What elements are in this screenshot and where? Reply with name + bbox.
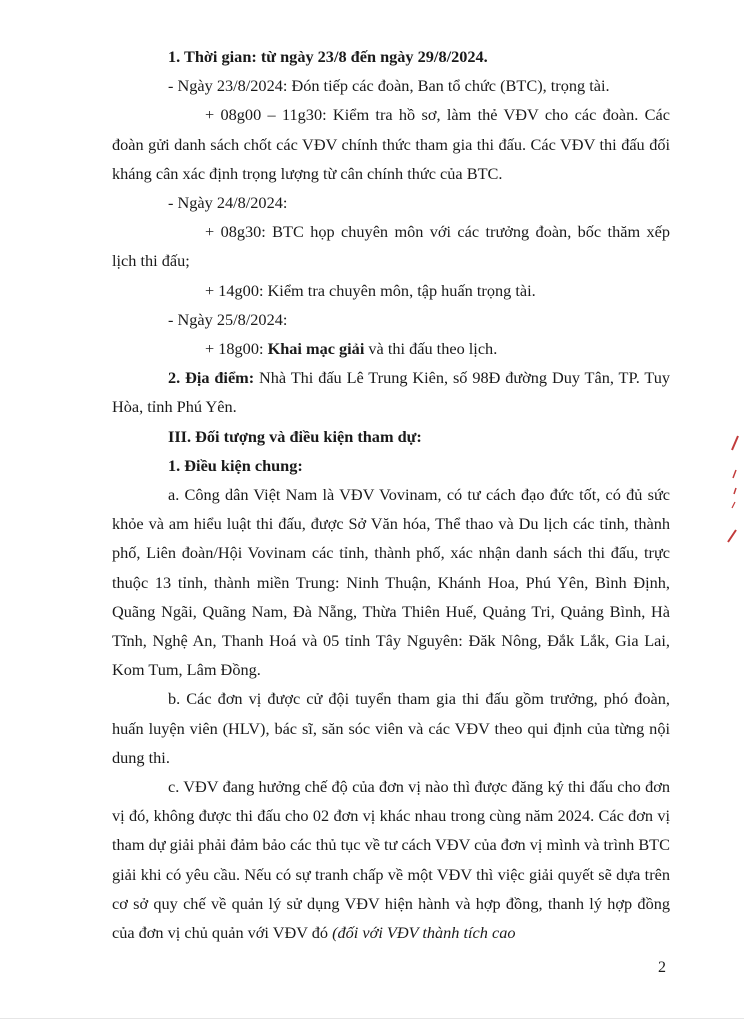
condition-b: b. Các đơn vị được cử đội tuyển tham gia thi đấu gồm trưởng, phó đoàn, huấn luyện viên (HLV), bác sĩ, săn sóc viên và các VĐV theo qui định của từng nội dung thi. xyxy=(112,689,670,767)
schedule-day-2-item-2: + 14g00: Kiểm tra chuyên môn, tập huấn trọng tài. xyxy=(205,280,536,300)
opening-ceremony-label: Khai mạc giải xyxy=(267,339,365,359)
schedule-day-1-item: + 08g00 – 11g30: Kiểm tra hồ sơ, làm thẻ VĐV cho các đoàn. Các đoàn gửi danh sách chốt các VĐV chính thức tham gia thi đấu. Các VĐV thi đấu đối kháng cân xác định trọng lượng từ cân chính thức của BTC. xyxy=(112,105,670,183)
bottom-rule xyxy=(0,1018,744,1019)
location-paragraph xyxy=(112,363,670,421)
general-conditions-heading: 1. Điều kiện chung: xyxy=(168,455,303,475)
section-3-heading: III. Đối tượng và điều kiện tham dự: xyxy=(168,426,422,446)
page-number: 2 xyxy=(658,959,666,976)
location-text: Nhà Thi đấu Lê Trung Kiên, số 98Đ đường Duy Tân, TP. Tuy Hòa, tỉnh Phú Yên. xyxy=(112,368,670,417)
day-3-item-prefix: + 18g00: xyxy=(205,339,268,359)
schedule-day-3-item xyxy=(112,334,670,363)
condition-c xyxy=(112,772,670,947)
margin-stamp-mark xyxy=(712,430,742,550)
schedule-day-2-item-1: + 08g30: BTC họp chuyên môn với các trưởng đoàn, bốc thăm xếp lịch thi đấu; xyxy=(112,222,670,271)
schedule-day-1: - Ngày 23/8/2024: Đón tiếp các đoàn, Ban tổ chức (BTC), trọng tài. xyxy=(168,76,610,96)
location-label: 2. Địa điểm: xyxy=(168,368,255,388)
schedule-day-3: - Ngày 25/8/2024: xyxy=(168,309,288,329)
day-3-item-suffix: và thi đấu theo lịch. xyxy=(364,339,498,359)
schedule-day-2: - Ngày 24/8/2024: xyxy=(168,193,288,213)
time-heading: 1. Thời gian: từ ngày 23/8 đến ngày 29/8/2024. xyxy=(168,47,488,66)
condition-c-text: c. VĐV đang hưởng chế độ của đơn vị nào thì được đăng ký thi đấu cho đơn vị đó, không được thi đấu cho 02 đơn vị khác nhau trong cùng năm 2024. Các đơn vị tham dự giải phải đảm bảo các thủ tục về tư cách VĐV của đơn vị mình và trình BTC giải khi có yêu cầu. Nếu có sự tranh chấp về một VĐV thì việc giải quyết sẽ dựa trên cơ sở quy chế về quản lý sử dụng VĐV hiện hành và hợp đồng, thanh lý hợp đồng của đơn vị chủ quản với VĐV đó xyxy=(112,777,670,943)
condition-a: a. Công dân Việt Nam là VĐV Vovinam, có tư cách đạo đức tốt, có đủ sức khỏe và am hiểu luật thi đấu, được Sở Văn hóa, Thể thao và Du lịch các tỉnh, thành phố, Liên đoàn/Hội Vovinam các tỉnh, thành phố, xác nhận danh sách thi đấu, trực thuộc 13 tỉnh, thành miền Trung: Ninh Thuận, Khánh Hoa, Phú Yên, Bình Định, Quãng Ngãi, Quãng Nam, Đà Nẵng, Thừa Thiên Huế, Quảng Tri, Quảng Bình, Hà Tĩnh, Nghệ An, Thanh Hoá và 05 tỉnh Tây Nguyên: Đăk Nông, Đắk Lắk, Gia Lai, Kom Tum, Lâm Đồng. xyxy=(112,485,670,680)
document-body xyxy=(112,42,670,947)
condition-c-italic: (đối với VĐV thành tích cao xyxy=(332,923,516,943)
